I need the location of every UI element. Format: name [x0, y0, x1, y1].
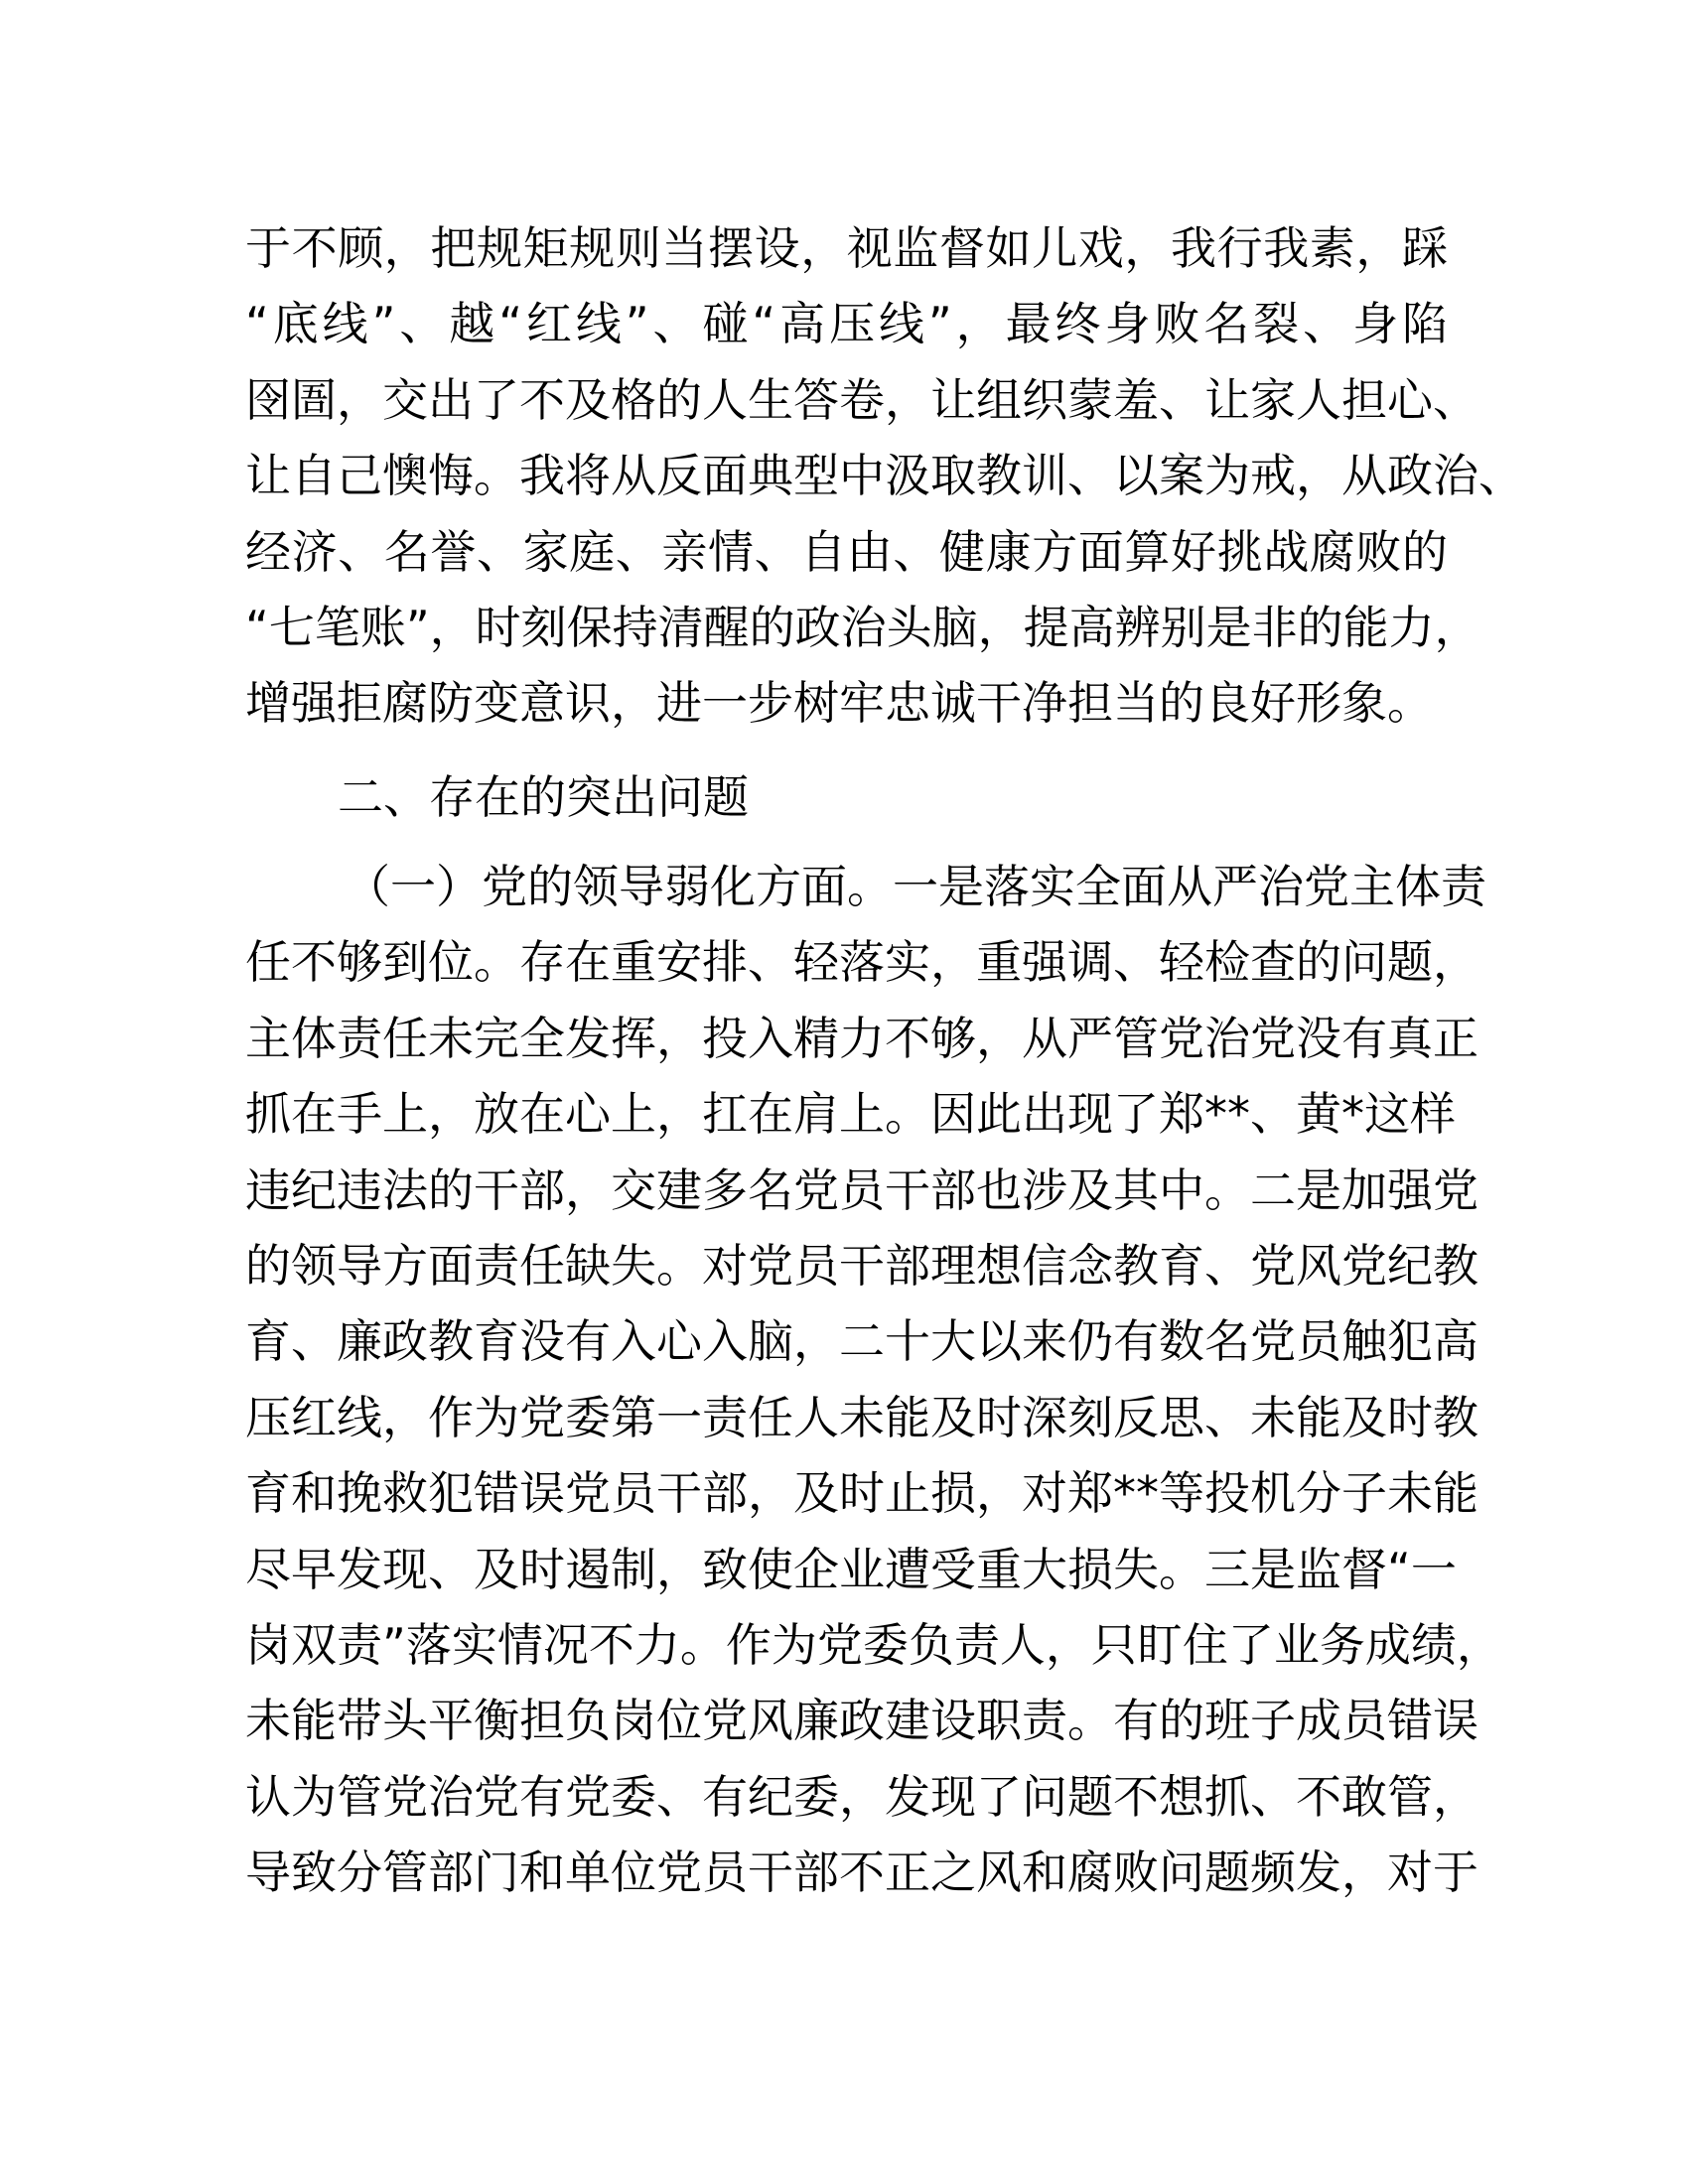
text-line: 经济、名誉、家庭、亲情、自由、健康方面算好挑战腐败的 — [245, 525, 1448, 579]
text-line: 违纪违法的干部，交建多名党员干部也涉及其中。二是加强党 — [245, 1163, 1478, 1217]
text-line: 导致分管部门和单位党员干部不正之风和腐败问题频发，对于 — [245, 1845, 1478, 1899]
text-line: 于不顾，把规矩规则当摆设，视监督如儿戏，我行我素，踩 — [245, 221, 1448, 275]
text-line: （一）党的领导弱化方面。一是落实全面从严治党主体责 — [345, 860, 1486, 913]
text-line: 认为管党治党有党委、有纪委，发现了问题不想抓、不敢管， — [245, 1770, 1478, 1824]
text-line: 育、廉政教育没有入心入脑，二十大以来仍有数名党员触犯高 — [245, 1314, 1478, 1368]
text-line: “七笔账”，时刻保持清醒的政治头脑，提高辨别是非的能力， — [245, 601, 1480, 654]
text-line: 压红线，作为党委第一责任人未能及时深刻反思、未能及时教 — [245, 1391, 1478, 1444]
text-line: 的领导方面责任缺失。对党员干部理想信念教育、党风党纪教 — [245, 1239, 1478, 1293]
text-line: “底线”、越“红线”、碰“高压线”，最终身败名裂、身陷 — [245, 297, 1448, 350]
text-line: 让自己懊悔。我将从反面典型中汲取教训、以案为戒，从政治、 — [245, 449, 1524, 502]
text-line: 未能带头平衡担负岗位党风廉政建设职责。有的班子成员错误 — [245, 1694, 1478, 1747]
text-line: 囹圄，交出了不及格的人生答卷，让组织蒙羞、让家人担心、 — [245, 373, 1478, 427]
text-line: 岗双责”落实情况不力。作为党委负责人，只盯住了业务成绩， — [245, 1618, 1502, 1672]
text-line: 尽早发现、及时遏制，致使企业遭受重大损失。三是监督“一 — [245, 1543, 1457, 1596]
section-heading: 二、存在的突出问题 — [338, 770, 749, 824]
text-line: 育和挽救犯错误党员干部，及时止损，对郑**等投机分子未能 — [245, 1466, 1478, 1520]
text-line: 增强拒腐防变意识，进一步树牢忠诚干净担当的良好形象。 — [245, 676, 1433, 730]
text-line: 主体责任未完全发挥，投入精力不够，从严管党治党没有真正 — [245, 1012, 1478, 1065]
text-line: 任不够到位。存在重安排、轻落实，重强调、轻检查的问题， — [245, 935, 1478, 989]
text-line: 抓在手上，放在心上，扛在肩上。因此出现了郑**、黄*这样 — [245, 1087, 1456, 1141]
